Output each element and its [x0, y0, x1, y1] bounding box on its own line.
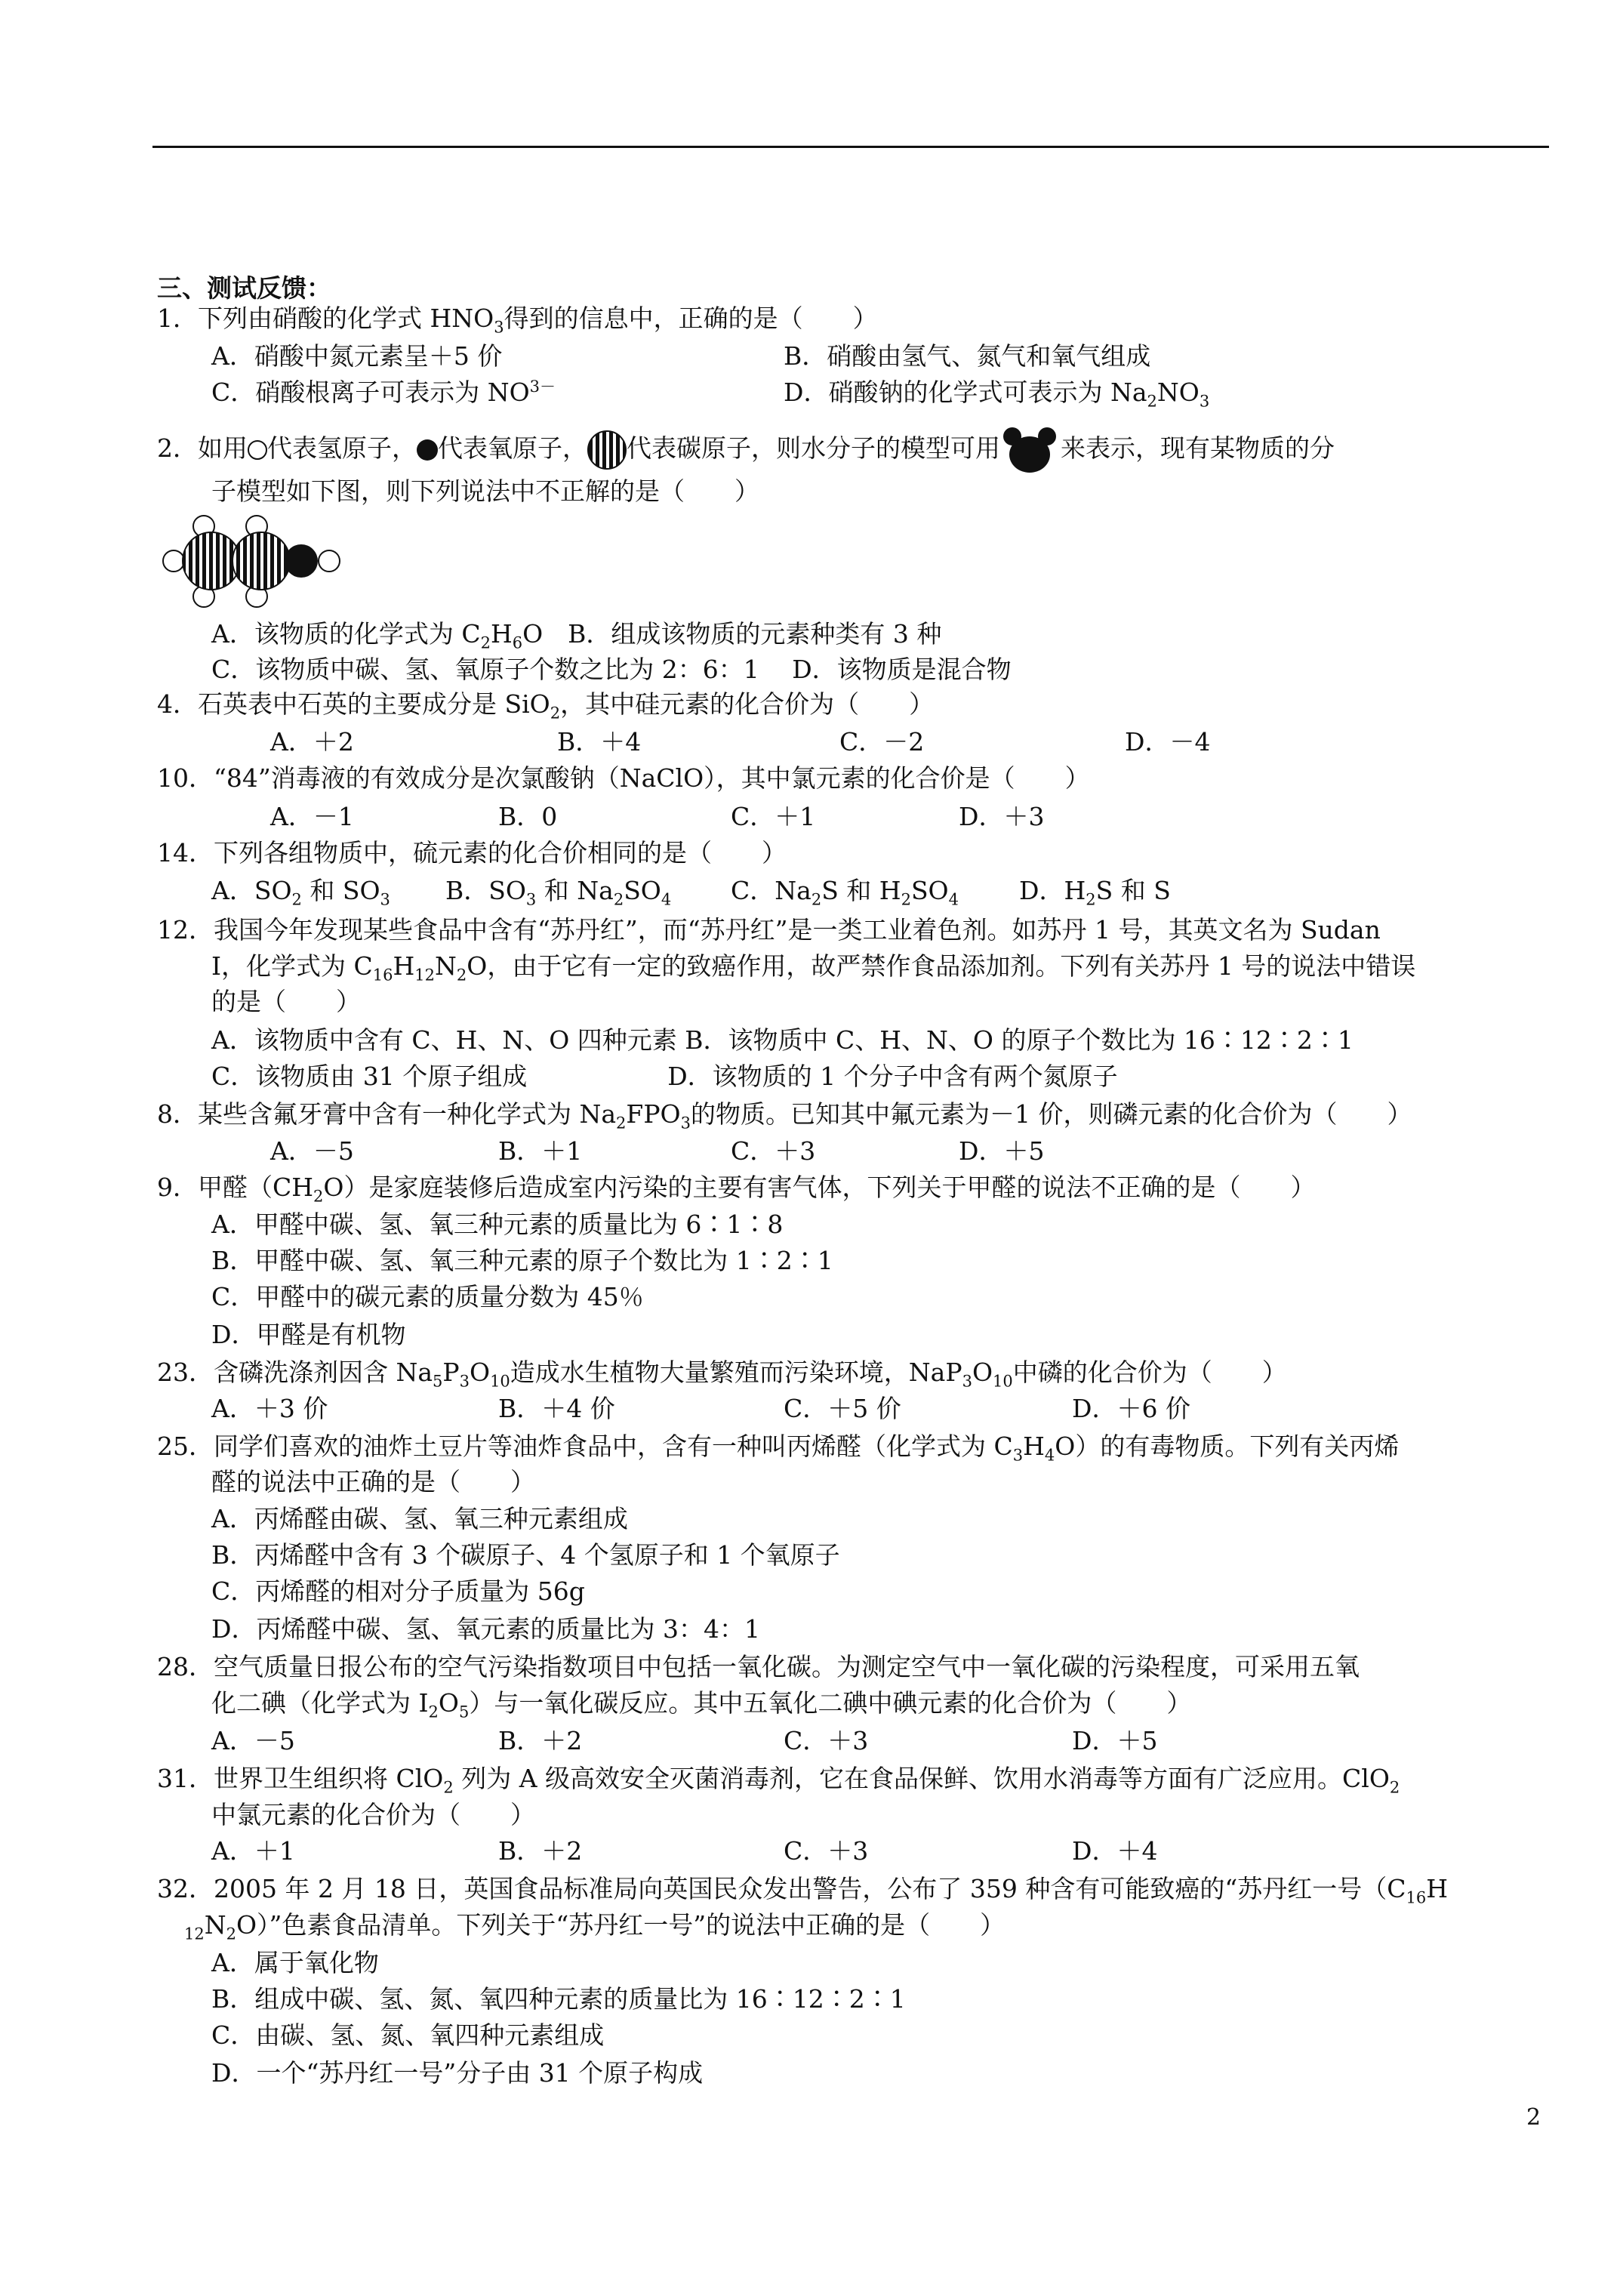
- q4-stem: 4．石英表中石英的主要成分是 SiO$_2$，其中硅元素的化合价为（ ）: [157, 689, 935, 723]
- q31-stem-line1: 31．世界卫生组织将 ClO$_2$ 列为 A 级高效安全灭菌消毒剂，它在食品保鲜、饮用水消毒等方面有广泛应用。ClO$_2$: [157, 1764, 1400, 1797]
- q25-option-a: A．丙烯醛由碳、氢、氧三种元素组成: [211, 1504, 628, 1533]
- ethanol-molecule-model: [162, 513, 347, 612]
- q25-option-b: B．丙烯醛中含有 3 个碳原子、4 个氢原子和 1 个氧原子: [211, 1540, 840, 1570]
- q23-option-c: C．＋5 价: [784, 1394, 901, 1423]
- oxygen-atom: [285, 544, 318, 578]
- q14-option-d: D．$H_2S$ 和 S: [1019, 876, 1171, 909]
- page-number: 2: [1526, 2104, 1541, 2131]
- carbon-atom-2: [233, 532, 290, 590]
- q23-stem: 23．含磷洗涤剂因含 $Na_5P_3O_{10}$造成水生植物大量繁殖而污染环境，$NaP_3O_{10}$中磷的化合价为（ ）: [157, 1358, 1287, 1391]
- q9-option-a: A．甲醛中碳、氢、氧三种元素的质量比为 6∶1∶8: [211, 1210, 784, 1239]
- q9-stem: 9．甲醛$(CH_2O)$是家庭装修后造成室内污染的主要有害气体，下列关于甲醛的说法不正确的是（ ）: [157, 1173, 1316, 1206]
- carbon-atom-icon: [587, 430, 627, 470]
- q4-option-d: D．－4: [1125, 727, 1211, 757]
- q2-options-cd: C．该物质中碳、氢、氧原子个数之比为 2：6：1 D．该物质是混合物: [211, 655, 1012, 684]
- q12-options-cd: C．该物质由 31 个原子组成 D．该物质的 1 个分子中含有两个氮原子: [211, 1062, 1118, 1091]
- q8-option-a: A．－5: [270, 1136, 354, 1166]
- header-rule: [152, 146, 1549, 148]
- q1-option-b: B．硝酸由氢气、氮气和氧气组成: [784, 341, 1151, 371]
- q4-option-c: C．－2: [839, 727, 925, 757]
- q9-option-c: C．甲醛中的碳元素的质量分数为 45％: [211, 1282, 644, 1311]
- q10-option-d: D．＋3: [959, 802, 1045, 831]
- q4-option-b: B．＋4: [557, 727, 642, 757]
- carbon-atom-1: [183, 532, 240, 590]
- q10-option-b: B．0: [498, 802, 558, 831]
- q2-options-ab: A．该物质的化学式为 $C_2H_6O$ B．组成该物质的元素种类有 3 种: [211, 619, 942, 652]
- q32-option-d: D．一个“苏丹红一号”分子由 31 个原子构成: [211, 2058, 704, 2088]
- q32-option-c: C．由碳、氢、氮、氧四种元素组成: [211, 2020, 605, 2050]
- q31-option-c: C．＋3: [784, 1836, 869, 1866]
- q1-option-c: C．硝酸根离子可表示为 $NO^{3-}$: [211, 378, 556, 407]
- q8-stem: 8．某些含氟牙膏中含有一种化学式为 $Na_2FPO_3$的物质。已知其中氟元素为－1 价，则磷元素的化合价为（ ）: [157, 1099, 1412, 1133]
- q8-option-b: B．＋1: [498, 1136, 583, 1166]
- q9-option-b: B．甲醛中碳、氢、氧三种元素的原子个数比为 1∶2∶1: [211, 1246, 833, 1275]
- q14-option-a: A．$SO_2$ 和 $SO_3$: [211, 876, 390, 909]
- q12-stem-line3: 的是（ ）: [211, 987, 361, 1016]
- q8-option-c: C．＋3: [731, 1136, 816, 1166]
- q2-stem-line2: 子模型如下图，则下列说法中不正解的是（ ）: [211, 476, 759, 506]
- q32-option-b: B．组成中碳、氢、氮、氧四种元素的质量比为 16∶12∶2∶1: [211, 1984, 906, 2014]
- q1-stem: 1．下列由硝酸的化学式 $HNO_3$得到的信息中，正确的是（ ）: [157, 304, 878, 337]
- q10-option-c: C．＋1: [731, 802, 816, 831]
- q23-option-d: D．＋6 价: [1072, 1394, 1190, 1423]
- section-heading: 三、测试反馈：: [157, 273, 331, 303]
- q31-option-a: A．＋1: [211, 1836, 295, 1866]
- hydrogen-atom-right: [319, 550, 340, 572]
- q28-option-b: B．＋2: [498, 1726, 583, 1755]
- q25-stem-line1: 25．同学们喜欢的油炸土豆片等油炸食品中，含有一种叫丙烯醛（化学式为 $C_3H_4O$）的有毒物质。下列有关丙烯: [157, 1432, 1400, 1465]
- q28-option-a: A．－5: [211, 1726, 295, 1755]
- q14-stem: 14．下列各组物质中，硫元素的化合价相同的是（ ）: [157, 838, 787, 868]
- q28-stem-line1: 28．空气质量日报公布的空气污染指数项目中包括一氧化碳。为测定空气中一氧化碳的污染程度，可采用五氧: [157, 1652, 1360, 1681]
- hydrogen-atom-icon: [248, 440, 267, 460]
- q1-option-d: D．硝酸钠的化学式可表示为 $Na_2NO_3$: [784, 378, 1210, 411]
- q10-stem: 10．“84”消毒液的有效成分是次氯酸钠（NaClO），其中氯元素的化合价是（ ）: [157, 763, 1090, 793]
- q8-option-d: D．＋5: [959, 1136, 1045, 1166]
- hydrogen-atom-left: [163, 550, 184, 572]
- water-molecule-icon: [1000, 427, 1061, 473]
- q1-option-a: A．硝酸中氮元素呈＋5 价: [211, 341, 503, 371]
- q28-option-c: C．＋3: [784, 1726, 869, 1755]
- q31-option-b: B．＋2: [498, 1836, 583, 1866]
- q32-stem-line1: 32．2005 年 2 月 18 日，英国食品标准局向英国民众发出警告，公布了 359 种含有可能致癌的“苏丹红一号（$C_{16}H$: [157, 1874, 1449, 1907]
- q9-option-d: D．甲醛是有机物: [211, 1320, 406, 1349]
- q28-option-d: D．＋5: [1072, 1726, 1158, 1755]
- q12-options-ab: A．该物质中含有 C、H、N、O 四种元素 B．该物质中 C、H、N、O 的原子个数比为 16∶12∶2∶1: [211, 1025, 1354, 1055]
- q23-option-b: B．＋4 价: [498, 1394, 615, 1423]
- q14-option-b: B．$SO_3$ 和 $Na_2SO_4$: [445, 876, 672, 909]
- q2-stem-line1: 2．如用 代表氢原子， 代表氧原子， 代表碳原子，则水分子的模型可用 来表示，现有某物质的分: [157, 427, 1335, 473]
- q25-stem-line2: 醛的说法中正确的是（ ）: [211, 1467, 535, 1496]
- q28-stem-line2: 化二碘（化学式为 $I_2O_5$）与一氧化碳反应。其中五氧化二碘中碘元素的化合价为（ ）: [211, 1688, 1192, 1721]
- q32-option-a: A．属于氧化物: [211, 1948, 379, 1977]
- oxygen-atom-icon: [417, 439, 438, 461]
- q12-stem-line2: I，化学式为 $C_{16}H_{12}N_2O$，由于它有一定的致癌作用，故严禁作食品添加剂。下列有关苏丹 1 号的说法中错误: [211, 951, 1416, 985]
- q23-option-a: A．＋3 价: [211, 1394, 328, 1423]
- q25-option-c: C．丙烯醛的相对分子质量为 56g: [211, 1576, 585, 1606]
- q10-option-a: A．－1: [270, 802, 354, 831]
- q12-stem-line1: 12．我国今年发现某些食品中含有“苏丹红”，而“苏丹红”是一类工业着色剂。如苏丹 1 号，其英文名为 Sudan: [157, 915, 1381, 945]
- q31-option-d: D．＋4: [1072, 1836, 1158, 1866]
- q14-option-c: C．$Na_2S$ 和 $H_2SO_4$: [731, 876, 959, 909]
- q31-stem-line2: 中氯元素的化合价为（ ）: [211, 1800, 535, 1829]
- q4-option-a: A．＋2: [270, 727, 354, 757]
- q25-option-d: D．丙烯醛中碳、氢、氧元素的质量比为 3：4：1: [211, 1614, 760, 1644]
- q32-stem-line2: $_{12}N_2O$）”色素食品清单。下列关于“苏丹红一号”的说法中正确的是（ ）: [184, 1910, 1006, 1943]
